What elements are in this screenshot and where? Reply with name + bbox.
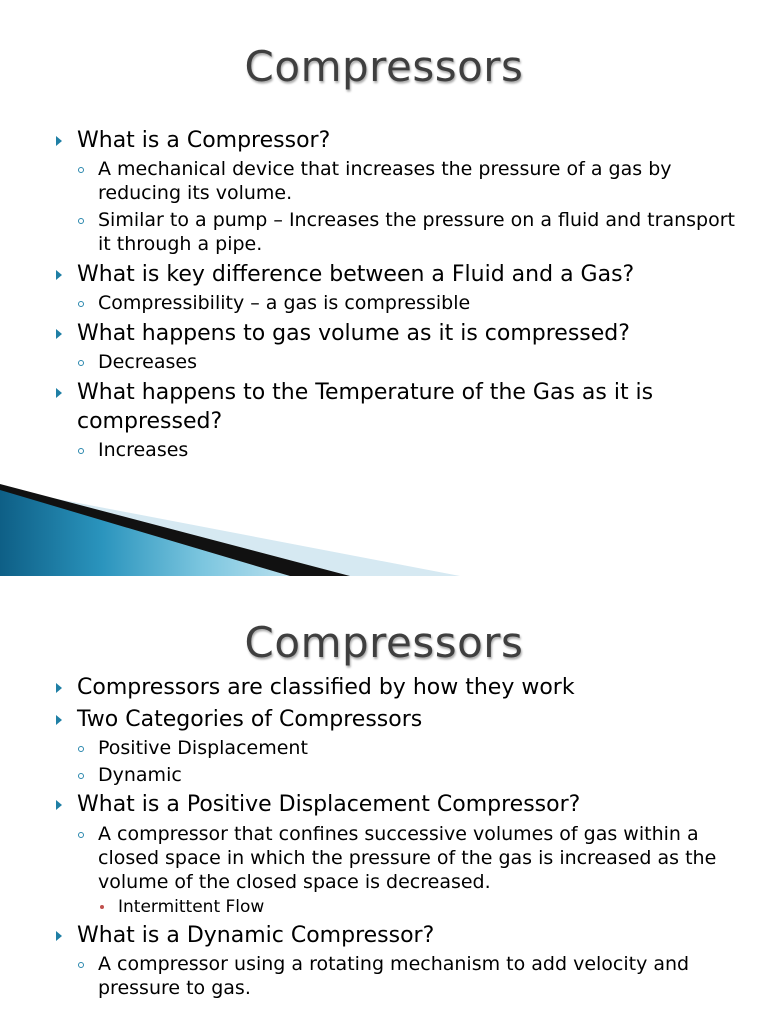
slide-2-title: Compressors	[244, 618, 524, 667]
slide-2	[0, 598, 768, 1024]
circle-bullet-icon	[78, 218, 84, 224]
arrow-bullet-icon	[56, 136, 62, 146]
bullet-two-categories: Two Categories of Compressors	[56, 705, 736, 734]
arrow-bullet-icon	[56, 270, 62, 280]
circle-bullet-icon	[78, 773, 84, 779]
decorative-swoosh	[0, 480, 460, 576]
slide-1-title: Compressors	[244, 42, 524, 91]
circle-bullet-icon	[78, 832, 84, 838]
sub-bullet: A compressor that confines successive volumes of gas within a closed space in which the pressure of the gas is increased as the volume of the closed space is decreased.	[77, 822, 736, 894]
bullet-what-is-compressor: What is a Compressor?	[56, 126, 736, 155]
bullet-key-difference: What is key difference between a Fluid and a Gas?	[56, 260, 736, 289]
arrow-bullet-icon	[56, 715, 62, 725]
slide-separator	[0, 576, 768, 598]
bullet-dynamic-compressor: What is a Dynamic Compressor?	[56, 921, 736, 950]
slide-2-bullets	[56, 673, 736, 1000]
sub-bullet: Compressibility – a gas is compressible	[77, 291, 736, 315]
sub-bullet: Positive Displacement	[77, 736, 736, 760]
bullet-gas-temperature: What happens to the Temperature of the Gas as it is compressed?	[56, 378, 736, 436]
circle-bullet-icon	[78, 448, 84, 454]
bullet-positive-displacement: What is a Positive Displacement Compressor?	[56, 790, 736, 819]
dot-bullet-icon	[100, 905, 104, 909]
sub-bullet: Dynamic	[77, 763, 736, 787]
sub-sub-bullet: Intermittent Flow	[98, 896, 736, 918]
circle-bullet-icon	[78, 167, 84, 173]
slide-1-bullets	[56, 126, 736, 462]
bullet-classified: Compressors are classified by how they work	[56, 673, 736, 702]
sub-bullet: Similar to a pump – Increases the pressure on a fluid and transport it through a pipe.	[77, 208, 736, 256]
arrow-bullet-icon	[56, 329, 62, 339]
circle-bullet-icon	[78, 360, 84, 366]
sub-bullet: A mechanical device that increases the pressure of a gas by reducing its volume.	[77, 157, 736, 205]
circle-bullet-icon	[78, 962, 84, 968]
arrow-bullet-icon	[56, 388, 62, 398]
sub-bullet: Decreases	[77, 350, 736, 374]
arrow-bullet-icon	[56, 931, 62, 941]
sub-bullet: A compressor using a rotating mechanism to add velocity and pressure to gas.	[77, 952, 736, 1000]
sub-bullet: Increases	[77, 438, 736, 462]
circle-bullet-icon	[78, 746, 84, 752]
bullet-gas-volume: What happens to gas volume as it is compressed?	[56, 319, 736, 348]
arrow-bullet-icon	[56, 683, 62, 693]
arrow-bullet-icon	[56, 800, 62, 810]
circle-bullet-icon	[78, 301, 84, 307]
